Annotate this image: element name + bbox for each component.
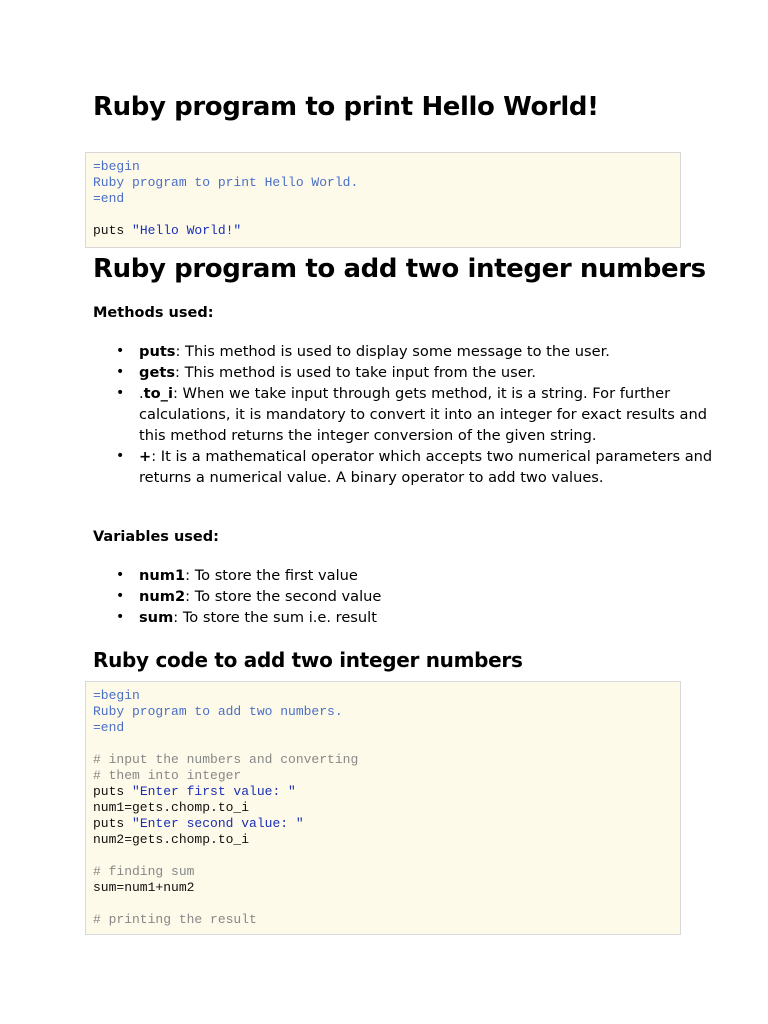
bullet-icon: • [116,609,125,625]
code-line [93,223,680,239]
code-block-add-numbers [85,681,681,935]
term-description: : When we take input through gets method, it is a string. For further calculations, it is mandatory to convert it into an integer for exact results and this method returns the integer conversion of the given string. [139,385,707,444]
term-description: : To store the sum i.e. result [173,609,377,626]
term-description: : To store the second value [185,588,382,605]
code-token: sum=num1+num2 [93,880,195,895]
term: puts [139,343,176,360]
code-token: num1=gets.chomp.to_i [93,800,250,815]
code-block-hello-world [85,152,681,248]
variables-used-heading: Variables used: [93,529,219,545]
term: num1 [139,567,186,584]
method-list-item [116,362,729,383]
methods-used-heading: Methods used: [93,305,214,321]
term-description: : This method is used to take input from the user. [175,364,537,381]
code-token: # finding sum [93,864,195,879]
code-line [93,768,680,784]
code-token: # them into integer [93,768,242,783]
method-list-item [116,383,729,446]
code-token: puts [93,816,133,831]
code-token: =end [93,191,125,206]
methods-list [93,341,729,488]
code-line [93,784,680,800]
code-line [93,896,680,912]
method-list-item [116,341,729,362]
bullet-icon: • [116,588,125,604]
method-list-item [116,446,729,488]
code-token: Ruby program to add two numbers. [93,704,343,719]
code-token: # input the numbers and converting [93,752,359,767]
term-description: : This method is used to display some message to the user. [175,343,610,360]
bullet-icon: • [116,364,125,380]
variable-list-item [116,607,729,628]
variable-list-item [116,565,729,586]
code-line [93,880,680,896]
code-token: Ruby program to print Hello World. [93,175,359,190]
code-line [93,864,680,880]
variables-list [93,565,729,628]
code-line [93,736,680,752]
code-line [93,191,680,207]
code-line [93,752,680,768]
code-token: "Enter second value: " [132,816,304,831]
code-line [93,816,680,832]
heading-add-two-integers: Ruby program to add two integer numbers [93,254,706,284]
code-token: =end [93,720,125,735]
heading-hello-world: Ruby program to print Hello World! [93,92,599,122]
term-prefix: . [139,385,144,402]
term: num2 [139,588,186,605]
code-line [93,207,680,223]
term-description: : It is a mathematical operator which accepts two numerical parameters and returns a numerical value. A binary operator to add two values. [139,448,713,486]
code-line [93,848,680,864]
code-line [93,800,680,816]
code-token: num2=gets.chomp.to_i [93,832,250,847]
code-token: =begin [93,159,140,174]
code-line [93,704,680,720]
code-line [93,175,680,191]
code-token: # printing the result [93,912,257,927]
code-line [93,159,680,175]
heading-ruby-code-add: Ruby code to add two integer numbers [93,648,523,672]
code-token: puts [93,784,133,799]
code-line [93,832,680,848]
bullet-icon: • [116,343,125,359]
code-line [93,912,680,928]
code-token: "Enter first value: " [132,784,296,799]
code-line [93,688,680,704]
term-description: : To store the first value [185,567,358,584]
bullet-icon: • [116,385,125,401]
term: + [139,448,152,465]
term: gets [139,364,176,381]
term: to_i [143,385,173,402]
variable-list-item [116,586,729,607]
code-line [93,720,680,736]
term: sum [139,609,174,626]
code-token: puts [93,223,133,238]
code-token: "Hello World!" [132,223,242,238]
code-token: =begin [93,688,140,703]
bullet-icon: • [116,567,125,583]
bullet-icon: • [116,448,125,464]
